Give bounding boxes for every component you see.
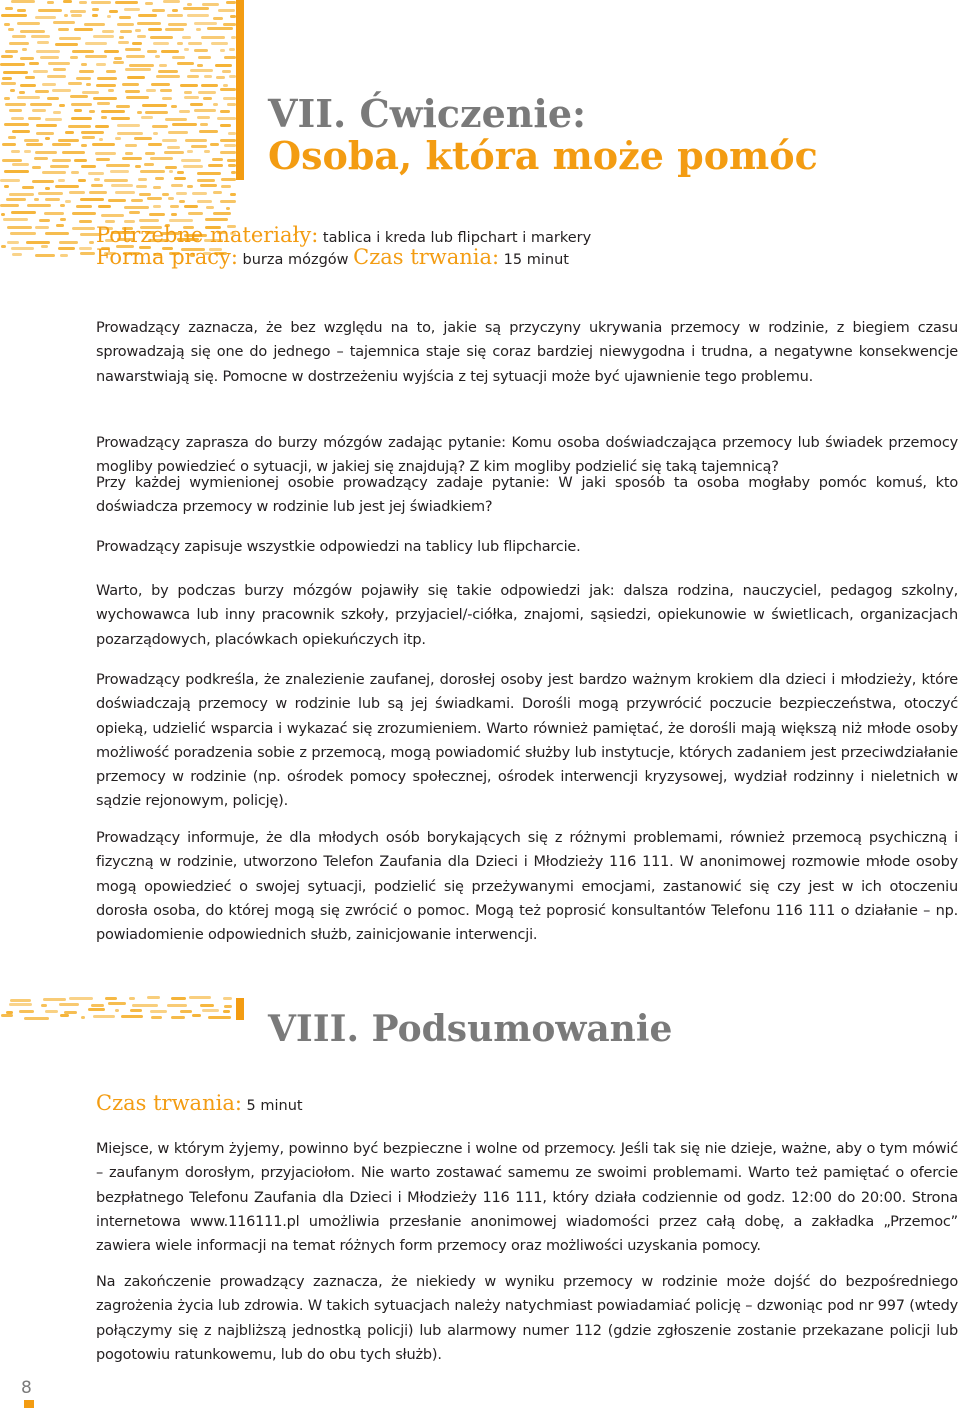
form-value: burza mózgów (237, 252, 354, 268)
decorative-texture-top (0, 0, 240, 260)
section-vii-title-line2: Osoba, która może pomóc (268, 133, 818, 178)
paragraph: Na zakończenie prowadzący zaznacza, że niekiedy w wyniku przemocy w rodzinie może dojść do bezpośredniego zagrożenia życia lub zdrowia. W takich sytuacjach należy natychmiast powiadamiać policję – dzwoniąc pod nr 997 (wtedy połączymy się z najbliższą jednostką policji) lub alarmowy numer 112 (gdzie zgłoszenie zostanie przekazane policji lub pogotowiu ratunkowemu, lub do obu tych służb). (96, 1274, 958, 1363)
paragraph: Prowadzący zaznacza, że bez względu na to, jakie są przyczyny ukrywania przemocy w rodzinie, z biegiem czasu sprowadzają się one do jednego – tajemnica staje się coraz bardziej niewygodna i trudna, a negatywne konsekwencje nawarstwiają się. Pomocne w dostrzeżeniu wyjścia z tej sytuacji może być ujawnienie tego problemu. (96, 320, 958, 385)
time-label-viii: Czas trwania: (96, 1091, 242, 1115)
decorative-texture-bottom (0, 996, 232, 1020)
materials-value: tablica i kreda lub flipchart i markery (318, 230, 592, 246)
section-vii-title-line1: VII. Ćwiczenie: (268, 91, 587, 136)
paragraph: Przy każdej wymienionej osobie prowadzący zadaje pytanie: W jaki sposób ta osoba mogłaby pomóc komuś, kto doświadcza przemocy w rodzinie lub jest jej świadkiem? (96, 475, 958, 516)
materials-label: Potrzebne materiały: (96, 223, 319, 247)
paragraph: Prowadzący informuje, że dla młodych osób borykających się z różnymi problemami, również przemocą psychiczną i fizyczną w rodzinie, utworzono Telefon Zaufania dla Dzieci i Młodzieży 116 111. W anonimowej rozmowie młode osoby mogą opowiedzieć o swojej sytuacji, podzielić się przeżywanymi emocjami, zastanowić się czy jest w ich otoczeniu dorosła osoba, do której mogą się zwrócić o pomoc. Mogą też poprosić konsultantów Telefonu 116 111 o działanie – np. powiadomienie odpowiednich służb, zainicjowanie interwencji. (96, 830, 958, 944)
time-line-viii (96, 1092, 303, 1118)
time-value-viii: 5 minut (241, 1098, 303, 1114)
paragraph: Miejsce, w którym żyjemy, powinno być bezpieczne i wolne od przemocy. Jeśli tak się nie dzieje, ważne, aby o tym mówić – zaufanym dorosłym, przyjaciołom. Nie warto zostawać samemu ze swoimi problemami. Warto też pamiętać o ofercie bezpłatnego Telefonu Zaufania dla Dzieci i Młodzieży 116 111, który działa codziennie od godz. 12:00 do 20:00. Strona internetowa www.116111.pl umożliwia przesłanie anonimowej wiadomości przez całą dobę, a zakładka „Przemoc” zawiera wiele informacji na temat różnych form przemocy oraz możliwości uzyskania pomocy. (96, 1141, 958, 1255)
paragraph: Prowadzący podkreśla, że znalezienie zaufanej, dorosłej osoby jest bardzo ważnym krokiem dla dzieci i młodzieży, które doświadczają przemocy w rodzinie lub są jej świadkami. Dorośli mogą przywrócić poczucie bezpieczeństwa, otoczyć opieką, udzielić wsparcia i wykazać się zrozumieniem. Warto również pamiętać, że dorośli mają większą niż młode osoby możliwość poradzenia sobie z przemocą, mogą powiadomić służby lub instytucje, których zadaniem jest przeciwdziałanie przemocy w rodzinie (np. ośrodek pomocy społecznej, ośrodek interwencji kryzysowej, wydział rodzinny i nieletnich w sądzie rejonowym, policję). (96, 672, 958, 810)
section-viii-title: VIII. Podsumowanie (268, 1008, 673, 1050)
accent-bar-vii (236, 0, 244, 180)
page-number-marker (24, 1400, 34, 1408)
page-number: 8 (21, 1378, 32, 1398)
accent-bar-viii (236, 998, 244, 1020)
form-label: Forma pracy: (96, 245, 238, 269)
paragraph: Prowadzący zapisuje wszystkie odpowiedzi na tablicy lub flipcharcie. (96, 539, 581, 555)
form-time-line (96, 246, 569, 272)
paragraph: Warto, by podczas burzy mózgów pojawiły się takie odpowiedzi jak: dalsza rodzina, nauczyciel, pedagog szkolny, wychowawca lub inny pracownik szkoły, przyjaciel/-ciółka, znajomi, sąsiedzi, opiekunowie w świetlicach, organizacjach pozarządowych, placówkach opiekuńczych itp. (96, 583, 958, 648)
time-label-vii: Czas trwania: (353, 245, 500, 269)
paragraph: Prowadzący zaprasza do burzy mózgów zadając pytanie: Komu osoba doświadczająca przemocy lub świadek przemocy mogliby powiedzieć o sytuacji, w jakiej się znajdują? Z kim mogliby podzielić się taką tajemnicą? (96, 435, 958, 476)
time-value-vii: 15 minut (499, 252, 569, 268)
section-vii-title (268, 93, 818, 177)
